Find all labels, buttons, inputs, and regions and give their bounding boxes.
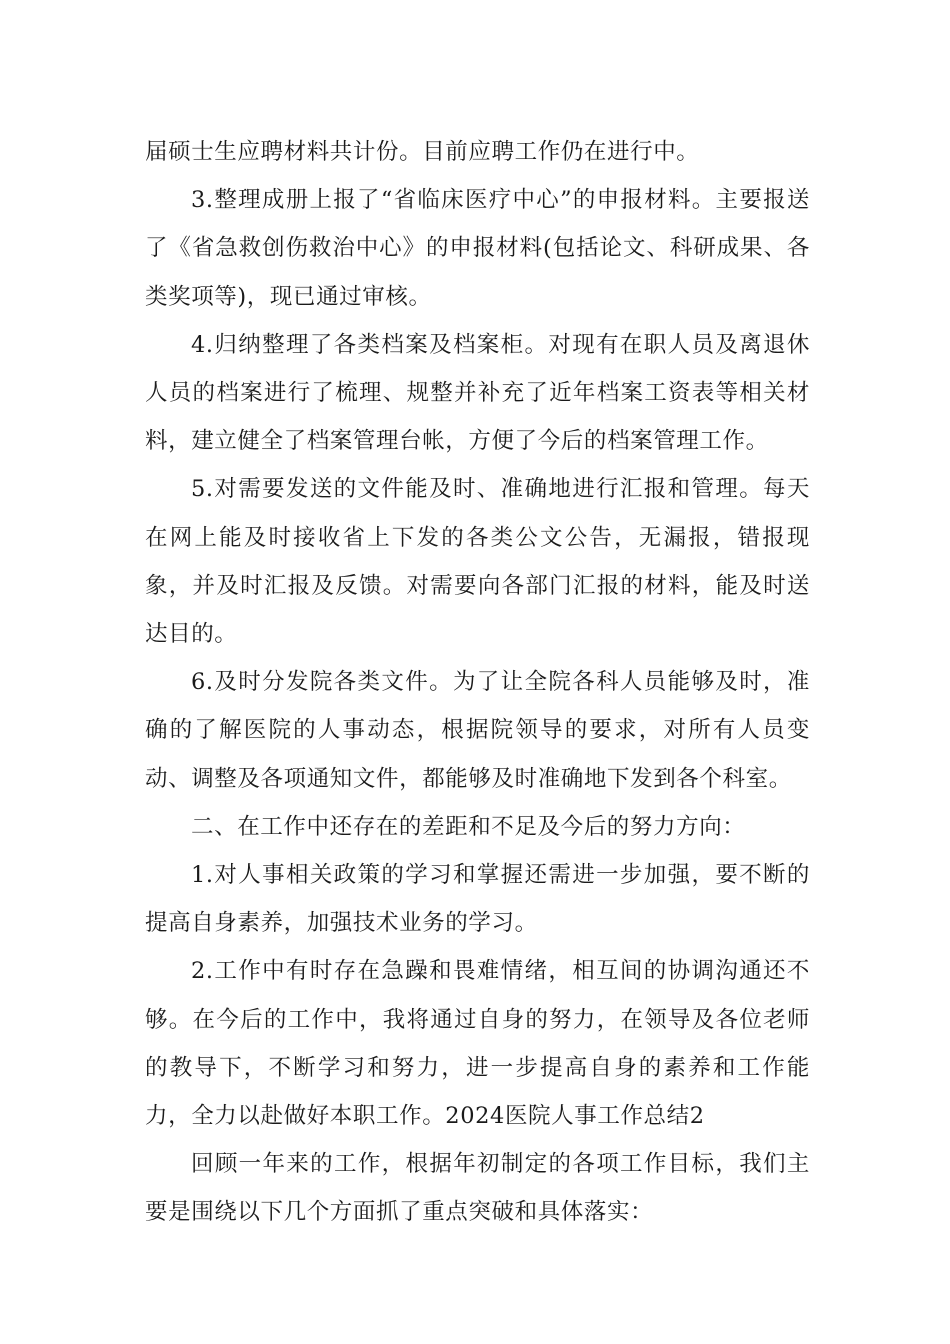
document-body [145, 128, 810, 1237]
paragraph-item-5: 5.对需要发送的文件能及时、准确地进行汇报和管理。每天在网上能及时接收省上下发的各类公文公告，无漏报，错报现象，并及时汇报及反馈。对需要向各部门汇报的材料，能及时送达目的。 [145, 476, 810, 648]
paragraph-item-4: 4.归纳整理了各类档案及档案柜。对现有在职人员及离退休人员的档案进行了梳理、规整并补充了近年档案工资表等相关材料，建立健全了档案管理台帐，方便了今后的档案管理工作。 [145, 331, 810, 455]
paragraph-item-6: 6.及时分发院各类文件。为了让全院各科人员能够及时，准确的了解医院的人事动态，根据院领导的要求，对所有人员变动、调整及各项通知文件，都能够及时准确地下发到各个科室。 [145, 669, 810, 792]
paragraph-continuation: 届硕士生应聘材料共计份。目前应聘工作仍在进行中。 [145, 139, 700, 165]
paragraph-item-3: 3.整理成册上报了“省临床医疗中心”的申报材料。主要报送了《省急救创伤救治中心》的申报材料(包括论文、科研成果、各类奖项等)，现已通过审核。 [145, 187, 810, 310]
section-heading-2: 二、在工作中还存在的差距和不足及今后的努力方向： [191, 813, 746, 840]
paragraph-shortcoming-1: 1.对人事相关政策的学习和掌握还需进一步加强，要不断的提高自身素养，加强技术业务的学习。 [145, 862, 810, 937]
paragraph-shortcoming-2: 2.工作中有时存在急躁和畏难情绪，相互间的协调沟通还不够。在今后的工作中，我将通过自身的努力，在领导及各位老师的教导下，不断学习和努力，进一步提高自身的素养和工作能力，全力以赴做好本职工作。2024医院人事工作总结2 [145, 958, 810, 1130]
paragraph-review-intro: 回顾一年来的工作，根据年初制定的各项工作目标，我们主要是围绕以下几个方面抓了重点突破和具体落实： [145, 1151, 810, 1226]
